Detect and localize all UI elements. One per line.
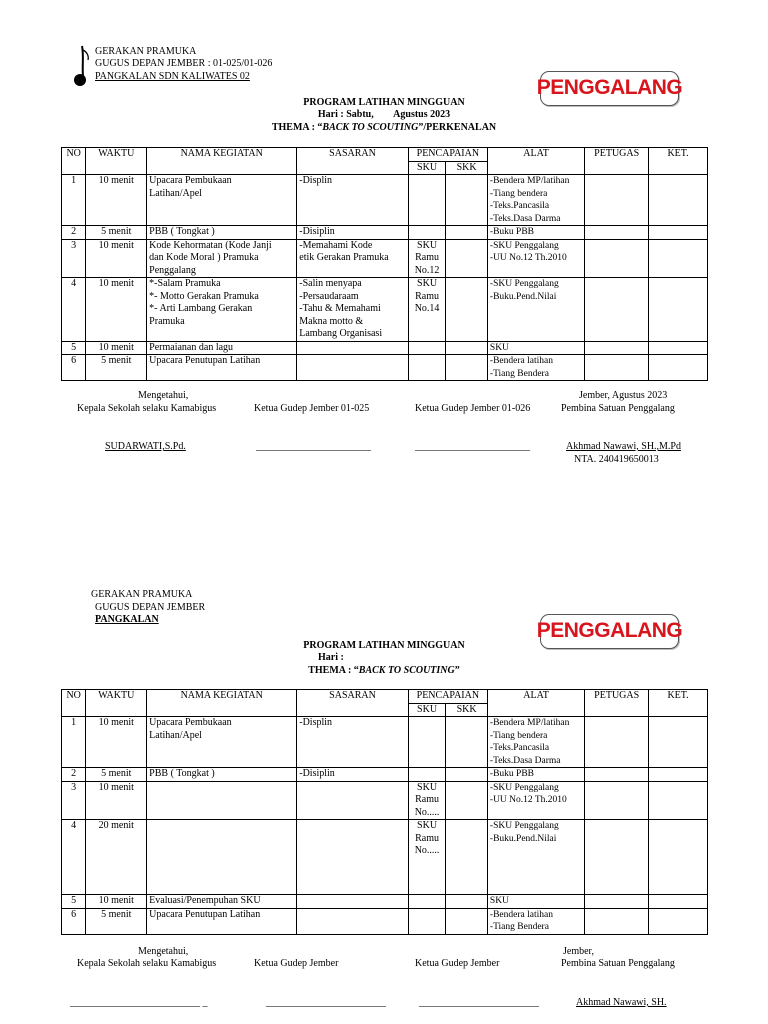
cell-waktu: 10 menit <box>86 717 147 768</box>
program-title: PROGRAM LATIHAN MINGGUAN <box>303 97 465 108</box>
cell-no: 6 <box>62 908 86 934</box>
cell-petugas <box>585 717 649 768</box>
cell-no: 1 <box>62 175 86 226</box>
cell-waktu: 5 menit <box>86 908 147 934</box>
pembina-name-2: Akhmad Nawawi, SH. <box>576 997 667 1008</box>
cell-petugas <box>585 175 649 226</box>
cell-alat: -Bendera MP/latihan -Tiang bendera -Teks.Pancasila -Teks.Dasa Darma <box>487 175 584 226</box>
header-no: NO <box>62 148 86 175</box>
cell-sasaran <box>297 908 409 934</box>
cell-sku <box>408 717 446 768</box>
gudep-name-2: GUGUS DEPAN JEMBER <box>95 602 206 613</box>
table-row <box>62 820 708 895</box>
header-sasaran: SASARAN <box>297 690 409 717</box>
pembina-nta: NTA. 240419650013 <box>574 454 659 465</box>
org-name: GERAKAN PRAMUKA <box>95 46 197 57</box>
cell-sasaran <box>297 820 409 895</box>
cell-ket <box>649 908 708 934</box>
header-sku: SKU <box>408 161 446 175</box>
cell-waktu: 10 menit <box>86 781 147 820</box>
mengetahui-label: Mengetahui, <box>138 390 189 401</box>
cell-ket <box>649 781 708 820</box>
cell-sku: SKU Ramu No.14 <box>408 278 446 342</box>
date-label: Jember, Agustus 2023 <box>579 390 668 401</box>
tunas-kelapa-logo-icon <box>72 44 92 88</box>
header-waktu: WAKTU <box>86 148 147 175</box>
thema-prefix-2: THEMA : “ <box>308 665 359 676</box>
cell-skk <box>446 341 488 355</box>
cell-sasaran <box>297 341 409 355</box>
pembina-title: Pembina Satuan Penggalang <box>561 403 675 414</box>
cell-sku <box>408 895 446 909</box>
thema-italic-2: BACK TO SCOUTING <box>358 665 455 676</box>
header-petugas: PETUGAS <box>585 148 649 175</box>
cell-sasaran: -Displin <box>297 175 409 226</box>
header-sku: SKU <box>408 703 446 717</box>
cell-sku: SKU Ramu No..... <box>408 820 446 895</box>
cell-no: 4 <box>62 820 86 895</box>
penggalang-badge-2: PENGGALANG <box>540 614 679 649</box>
cell-ket <box>649 355 708 381</box>
header-waktu: WAKTU <box>86 690 147 717</box>
cell-alat: -SKU Penggalang -UU No.12 Th.2010 <box>487 781 584 820</box>
pembina-title-2: Pembina Satuan Penggalang <box>561 958 675 969</box>
cell-ket <box>649 717 708 768</box>
program-table <box>61 147 708 381</box>
cell-skk <box>446 908 488 934</box>
kepsek-name: SUDARWATI,S.Pd. <box>105 441 186 452</box>
cell-sasaran <box>297 781 409 820</box>
cell-sasaran: -Salin menyapa -Persaudaraam -Tahu & Memahami Makna motto & Lambang Organisasi <box>297 278 409 342</box>
cell-petugas <box>585 278 649 342</box>
cell-alat: -Bendera latihan -Tiang Bendera <box>487 908 584 934</box>
cell-waktu: 10 menit <box>86 895 147 909</box>
cell-no: 5 <box>62 895 86 909</box>
cell-skk <box>446 278 488 342</box>
ketua2-name: _______________________ <box>415 441 530 452</box>
thema-suffix-2: ” <box>454 665 460 676</box>
cell-petugas <box>585 908 649 934</box>
cell-no: 2 <box>62 768 86 782</box>
org-name-2: GERAKAN PRAMUKA <box>91 589 193 600</box>
cell-skk <box>446 226 488 240</box>
cell-ket <box>649 768 708 782</box>
header-kegiatan: NAMA KEGIATAN <box>147 690 297 717</box>
cell-kegiatan: Kode Kehormatan (Kode Janji dan Kode Moral ) Pramuka Penggalang <box>147 239 297 278</box>
header-petugas: PETUGAS <box>585 690 649 717</box>
ketua1-name: _______________________ <box>256 441 371 452</box>
cell-petugas <box>585 768 649 782</box>
hari-line-2: Hari : <box>318 652 344 663</box>
table-row <box>62 768 708 782</box>
cell-waktu: 10 menit <box>86 175 147 226</box>
pangkalan-name: PANGKALAN SDN KALIWATES 02 <box>95 71 250 82</box>
cell-kegiatan: PBB ( Tongkat ) <box>147 226 297 240</box>
pembina-name: Akhmad Nawawi, SH.,M.Pd <box>566 441 681 452</box>
thema-line-2 <box>200 665 568 678</box>
table-row <box>62 226 708 240</box>
cell-skk <box>446 820 488 895</box>
cell-petugas <box>585 239 649 278</box>
pangkalan-name-2: PANGKALAN <box>95 614 159 625</box>
cell-no: 5 <box>62 341 86 355</box>
program-title-2: PROGRAM LATIHAN MINGGUAN <box>303 640 465 651</box>
table-row <box>62 341 708 355</box>
table-row <box>62 781 708 820</box>
cell-waktu: 20 menit <box>86 820 147 895</box>
cell-alat: -Buku PBB <box>487 768 584 782</box>
ketua1-title: Ketua Gudep Jember 01-025 <box>254 403 370 414</box>
header-pencapaian: PENCAPAIAN <box>408 148 487 162</box>
table-row <box>62 717 708 768</box>
cell-alat: -Buku PBB <box>487 226 584 240</box>
cell-kegiatan <box>147 781 297 820</box>
cell-ket <box>649 239 708 278</box>
cell-skk <box>446 768 488 782</box>
header-alat: ALAT <box>487 148 584 175</box>
cell-kegiatan: Evaluasi/Penempuhan SKU <box>147 895 297 909</box>
cell-petugas <box>585 895 649 909</box>
cell-alat: SKU <box>487 341 584 355</box>
cell-sasaran: -Memahami Kode etik Gerakan Pramuka <box>297 239 409 278</box>
cell-petugas <box>585 341 649 355</box>
cell-waktu: 5 menit <box>86 226 147 240</box>
header-ket: KET. <box>649 148 708 175</box>
cell-waktu: 5 menit <box>86 768 147 782</box>
ketua1-title-2: Ketua Gudep Jember <box>254 958 339 969</box>
cell-kegiatan: Upacara Pembukaan Latihan/Apel <box>147 175 297 226</box>
hari-line: Hari : Sabtu, Agustus 2023 <box>317 109 451 120</box>
cell-skk <box>446 239 488 278</box>
date-label-2: Jember, <box>563 946 594 957</box>
header-sasaran: SASARAN <box>297 148 409 175</box>
cell-alat: -SKU Penggalang -Buku.Pend.Nilai <box>487 820 584 895</box>
cell-no: 3 <box>62 239 86 278</box>
cell-no: 6 <box>62 355 86 381</box>
header-skk: SKK <box>446 161 488 175</box>
cell-ket <box>649 278 708 342</box>
header-pencapaian: PENCAPAIAN <box>408 690 487 704</box>
program-table-2 <box>61 689 708 935</box>
thema-prefix: THEMA : “ <box>271 122 323 133</box>
cell-ket <box>649 175 708 226</box>
table-row <box>62 355 708 381</box>
cell-skk <box>446 781 488 820</box>
cell-skk <box>446 175 488 226</box>
cell-petugas <box>585 355 649 381</box>
kepsek-name-2: __________________________ _ <box>70 997 208 1008</box>
cell-sku <box>408 768 446 782</box>
ketua2-name-2: ________________________ <box>419 997 539 1008</box>
table-row <box>62 175 708 226</box>
cell-alat: SKU <box>487 895 584 909</box>
cell-skk <box>446 895 488 909</box>
cell-ket <box>649 820 708 895</box>
ketua2-title-2: Ketua Gudep Jember <box>415 958 500 969</box>
cell-kegiatan: Upacara Penutupan Latihan <box>147 355 297 381</box>
cell-sasaran <box>297 355 409 381</box>
header-kegiatan: NAMA KEGIATAN <box>147 148 297 175</box>
cell-kegiatan: Upacara Penutupan Latihan <box>147 908 297 934</box>
cell-alat: -SKU Penggalang -UU No.12 Th.2010 <box>487 239 584 278</box>
thema-italic: BACK TO SCOUTING <box>322 122 419 133</box>
header-ket: KET. <box>649 690 708 717</box>
cell-sku <box>408 226 446 240</box>
cell-sku <box>408 341 446 355</box>
cell-waktu: 10 menit <box>86 239 147 278</box>
mengetahui-label-2: Mengetahui, <box>138 946 189 957</box>
cell-sku: SKU Ramu No..... <box>408 781 446 820</box>
header-skk: SKK <box>446 703 488 717</box>
cell-sasaran: -Displin <box>297 717 409 768</box>
header-no: NO <box>62 690 86 717</box>
cell-sku <box>408 355 446 381</box>
penggalang-badge: PENGGALANG <box>540 71 679 106</box>
cell-kegiatan: *-Salam Pramuka *- Motto Gerakan Pramuka *- Arti Lambang Gerakan Pramuka <box>147 278 297 342</box>
cell-sasaran: -Disiplin <box>297 768 409 782</box>
cell-alat: -SKU Penggalang -Buku.Pend.Nilai <box>487 278 584 342</box>
cell-skk <box>446 717 488 768</box>
cell-no: 1 <box>62 717 86 768</box>
cell-kegiatan: Upacara Pembukaan Latihan/Apel <box>147 717 297 768</box>
kepsek-title-2: Kepala Sekolah selaku Kamabigus <box>77 958 217 969</box>
cell-waktu: 10 menit <box>86 278 147 342</box>
cell-kegiatan: PBB ( Tongkat ) <box>147 768 297 782</box>
cell-sku <box>408 175 446 226</box>
gudep-name: GUGUS DEPAN JEMBER : 01-025/01-026 <box>95 58 273 69</box>
cell-no: 4 <box>62 278 86 342</box>
cell-ket <box>649 226 708 240</box>
thema-suffix: ”/PERKENALAN <box>418 122 497 133</box>
ketua2-title: Ketua Gudep Jember 01-026 <box>415 403 531 414</box>
table-row <box>62 895 708 909</box>
ketua1-name-2: ________________________ <box>266 997 386 1008</box>
table-row <box>62 278 708 342</box>
cell-alat: -Bendera latihan -Tiang Bendera <box>487 355 584 381</box>
kepsek-title: Kepala Sekolah selaku Kamabigus <box>77 403 217 414</box>
header-alat: ALAT <box>487 690 584 717</box>
cell-sku: SKU Ramu No.12 <box>408 239 446 278</box>
cell-waktu: 5 menit <box>86 355 147 381</box>
cell-kegiatan <box>147 820 297 895</box>
cell-sku <box>408 908 446 934</box>
cell-sasaran <box>297 895 409 909</box>
cell-alat: -Bendera MP/latihan -Tiang bendera -Teks.Pancasila -Teks.Dasa Darma <box>487 717 584 768</box>
cell-kegiatan: Permaianan dan lagu <box>147 341 297 355</box>
cell-petugas <box>585 781 649 820</box>
cell-sasaran: -Disiplin <box>297 226 409 240</box>
table-row <box>62 908 708 934</box>
cell-no: 3 <box>62 781 86 820</box>
cell-no: 2 <box>62 226 86 240</box>
table-row <box>62 239 708 278</box>
cell-ket <box>649 895 708 909</box>
thema-line <box>200 122 568 135</box>
cell-petugas <box>585 226 649 240</box>
cell-waktu: 10 menit <box>86 341 147 355</box>
cell-petugas <box>585 820 649 895</box>
cell-skk <box>446 355 488 381</box>
cell-ket <box>649 341 708 355</box>
